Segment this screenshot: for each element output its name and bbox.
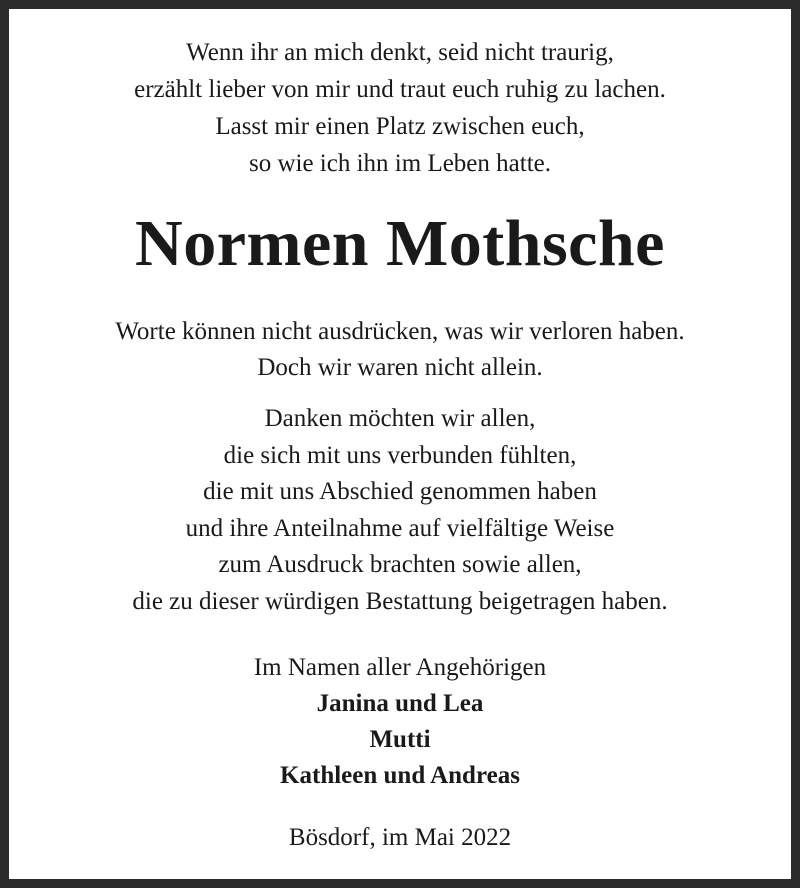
thanks-body-line: die mit uns Abschied genommen haben xyxy=(203,478,597,505)
thanks-body-line: und ihre Anteilnahme auf vielfältige Weise xyxy=(185,514,615,542)
poem-line: Lasst mir einen Platz zwischen euch, xyxy=(215,113,585,140)
mourner-name: Mutti xyxy=(369,726,431,753)
signoff-intro: Im Namen aller Angehörigen xyxy=(253,654,547,681)
thanks-body-line: die sich mit uns verbunden fühlten, xyxy=(223,441,577,469)
thanks-intro xyxy=(9,314,791,386)
mourner-name: Kathleen und Andreas xyxy=(280,762,520,789)
deceased-name: Normen Mothsche xyxy=(135,207,665,280)
thanks-intro-line: Doch wir waren nicht allein. xyxy=(257,354,543,381)
thanks-intro-line: Worte können nicht ausdrücken, was wir verloren haben. xyxy=(115,318,685,345)
poem-line: so wie ich ihn im Leben hatte. xyxy=(248,150,551,177)
place-date: Bösdorf, im Mai 2022 xyxy=(288,824,512,851)
thanks-body-line: die zu dieser würdigen Bestattung beigetragen haben. xyxy=(132,587,668,615)
family-signoff xyxy=(9,650,791,794)
poem-line: erzählt lieber von mir und traut euch ruhig zu lachen. xyxy=(134,76,666,103)
mourner-name: Janina und Lea xyxy=(316,690,484,717)
poem-line: Wenn ihr an mich denkt, seid nicht traurig, xyxy=(186,39,614,66)
thanks-body-line: Danken möchten wir allen, xyxy=(264,405,536,432)
thanks-body xyxy=(9,401,791,620)
memorial-poem xyxy=(9,34,791,182)
thanks-body-line: zum Ausdruck brachten sowie allen, xyxy=(218,551,582,578)
